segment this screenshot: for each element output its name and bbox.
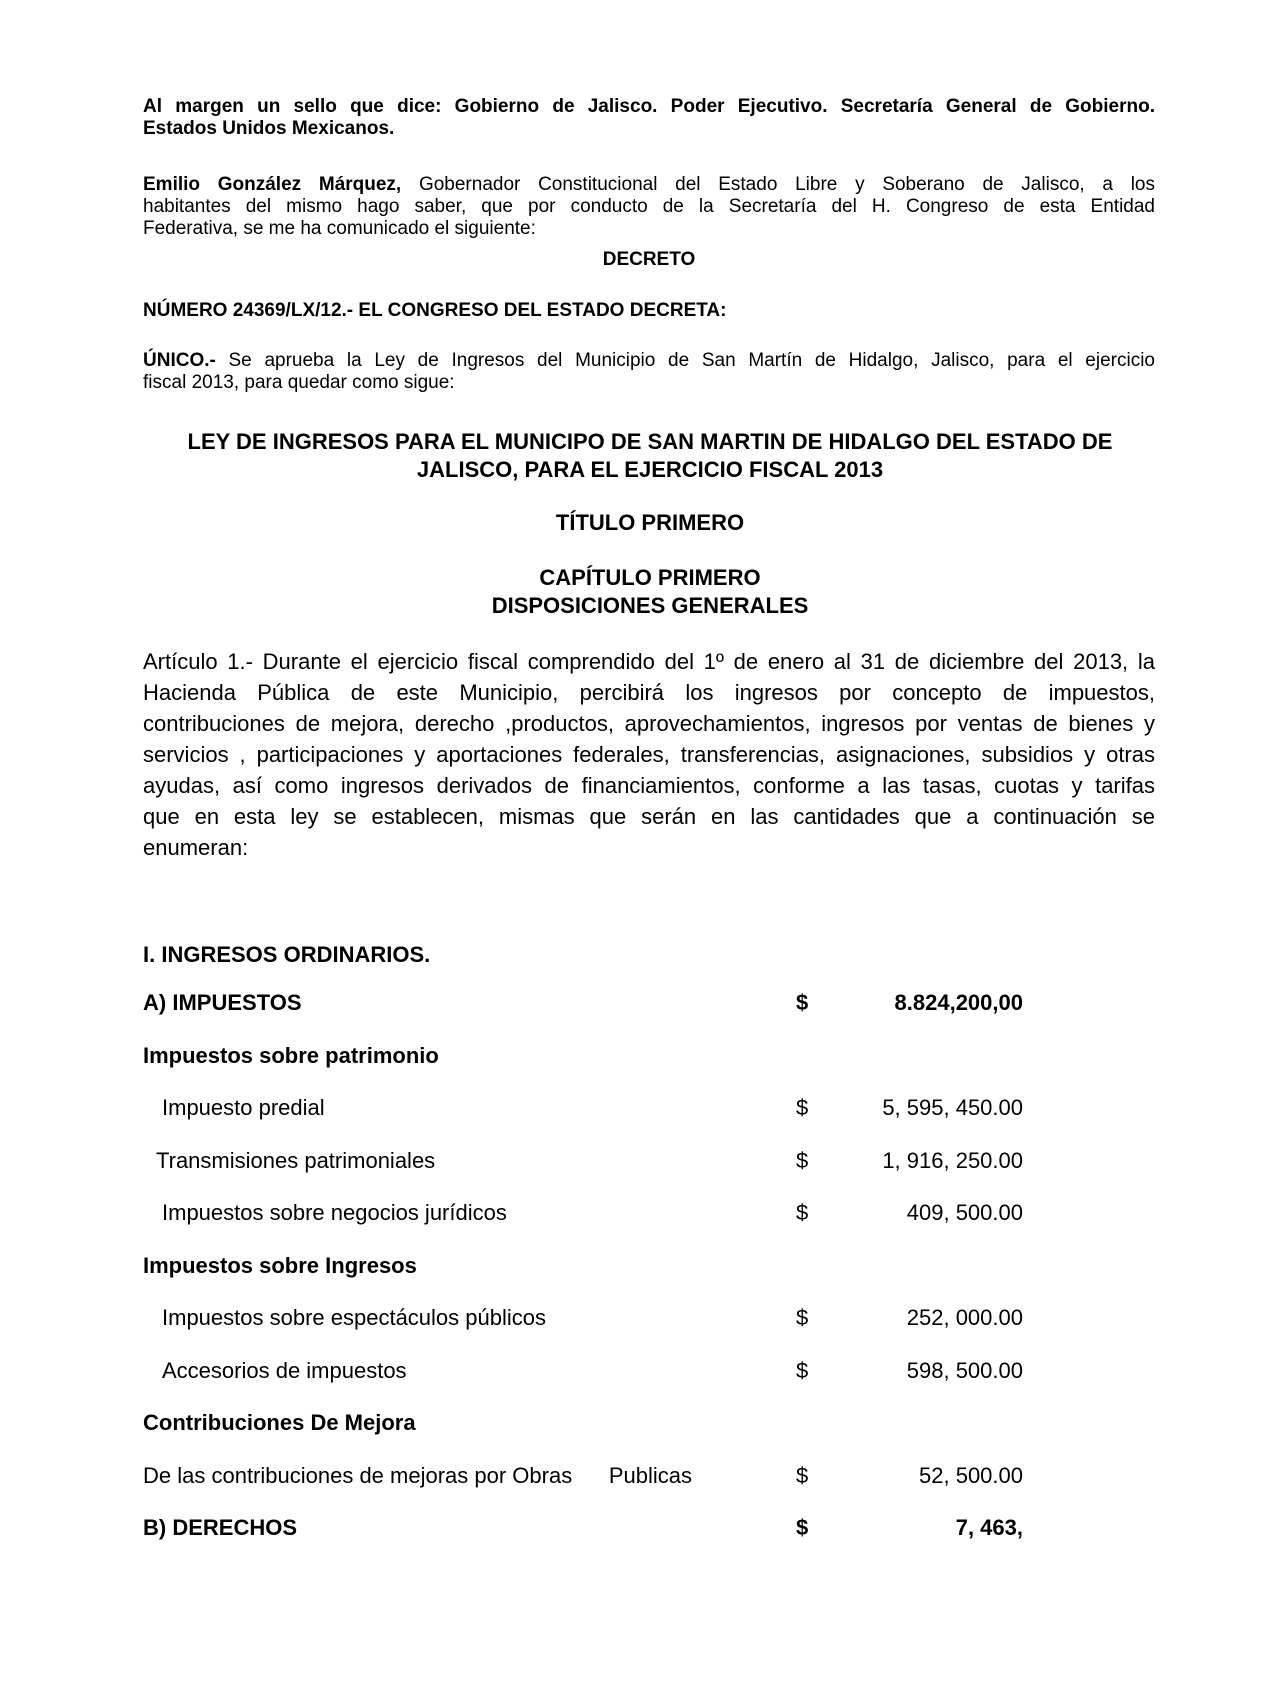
- row-label: Accesorios de impuestos: [162, 1358, 407, 1383]
- row-currency: $: [796, 1358, 809, 1383]
- row-currency: $: [796, 1515, 809, 1540]
- article-line: servicios , participaciones y aportaciones federales, transferencias, asignaciones, subsidios y otras: [143, 742, 1155, 767]
- table-row: [143, 1513, 1023, 1543]
- row-amount: 1, 916, 250.00: [882, 1148, 1023, 1173]
- unico-paragraph: ÚNICO.- Se aprueba la Ley de Ingresos del Municipio de San Martín de Hidalgo, Jalisco, para el ejercicio fiscal 2013, para quedar como sigue:: [143, 350, 1155, 393]
- table-row: [143, 1093, 1023, 1123]
- decree-number: NÚMERO 24369/LX/12.- EL CONGRESO DEL ESTADO DECRETA:: [143, 300, 727, 321]
- article-line: que en esta ley se establecen, mismas que serán en las cantidades que a continuación se: [143, 804, 1155, 829]
- article-line: ayudas, así como ingresos derivados de financiamientos, conforme a las tasas, cuotas y tarifas: [143, 773, 1155, 798]
- row-amount: 7, 463,: [955, 1515, 1023, 1540]
- article-1: [143, 646, 1155, 863]
- row-label: De las contribuciones de mejoras por Obras Publicas: [143, 1463, 693, 1488]
- article-line: Artículo 1.- Durante el ejercicio fiscal comprendido del 1º de enero al 31 de diciembre del 2013, la: [143, 649, 1155, 674]
- article-line: contribuciones de mejora, derecho ,productos, aprovechamientos, ingresos por ventas de bienes y: [143, 711, 1155, 736]
- row-label: Impuestos sobre espectáculos públicos: [162, 1305, 546, 1330]
- table-row: [143, 1041, 1023, 1071]
- governor-name: Emilio González Márquez,: [143, 174, 402, 195]
- row-label: Impuestos sobre Ingresos: [143, 1253, 417, 1278]
- titulo-heading: TÍTULO PRIMERO: [555, 510, 745, 535]
- article-line: enumeran:: [143, 835, 249, 860]
- row-amount: 8.824,200,00: [894, 990, 1023, 1015]
- row-currency: $: [796, 1095, 809, 1120]
- row-currency: $: [796, 1148, 809, 1173]
- table-row: [143, 1408, 1023, 1438]
- row-label: A) IMPUESTOS: [143, 990, 302, 1015]
- intro-paragraph: Emilio González Márquez, Gobernador Constitucional del Estado Libre y Soberano de Jalisco, a los habitantes del mismo hago saber, que por conducto de la Secretaría del H. Congreso de esta Entidad Federativa, se me ha comunicado el siguiente:: [143, 174, 1155, 239]
- table-row: [143, 1146, 1023, 1176]
- law-title: LEY DE INGRESOS PARA EL MUNICIPO DE SAN MARTIN DE HIDALGO DEL ESTADO DE JALISCO, PARA EL EJERCICIO FISCAL 2013: [187, 429, 1113, 482]
- row-currency: $: [796, 1305, 809, 1330]
- section-ingresos-ordinarios: I. INGRESOS ORDINARIOS.: [143, 942, 431, 967]
- row-amount: 52, 500.00: [919, 1463, 1023, 1488]
- decree-heading: DECRETO: [602, 249, 696, 270]
- row-amount: 5, 595, 450.00: [882, 1095, 1023, 1120]
- row-label: B) DERECHOS: [143, 1515, 298, 1540]
- row-label: Impuestos sobre negocios jurídicos: [162, 1200, 507, 1225]
- margin-note: Al margen un sello que dice: Gobierno de Jalisco. Poder Ejecutivo. Secretaría General de Gobierno. Estados Unidos Mexicanos.: [143, 96, 1155, 139]
- row-label: Contribuciones De Mejora: [143, 1410, 416, 1435]
- row-label: Impuestos sobre patrimonio: [143, 1043, 439, 1068]
- table-row: [143, 988, 1023, 1018]
- row-amount: 409, 500.00: [906, 1200, 1023, 1225]
- row-currency: $: [796, 990, 809, 1015]
- capitulo-heading: CAPÍTULO PRIMERO DISPOSICIONES GENERALES: [491, 565, 809, 618]
- table-row: [143, 1356, 1023, 1386]
- row-label: Transmisiones patrimoniales: [156, 1148, 436, 1173]
- table-row: [143, 1251, 1023, 1281]
- row-label: Impuesto predial: [162, 1095, 325, 1120]
- article-line: Hacienda Pública de este Municipio, percibirá los ingresos por concepto de impuestos,: [143, 680, 1155, 705]
- row-amount: 598, 500.00: [906, 1358, 1023, 1383]
- row-amount: 252, 000.00: [906, 1305, 1023, 1330]
- row-currency: $: [796, 1463, 809, 1488]
- table-row: [143, 1198, 1023, 1228]
- table-row: [143, 1461, 1023, 1491]
- table-row: [143, 1303, 1023, 1333]
- row-currency: $: [796, 1200, 809, 1225]
- unico-label: ÚNICO.-: [143, 350, 216, 371]
